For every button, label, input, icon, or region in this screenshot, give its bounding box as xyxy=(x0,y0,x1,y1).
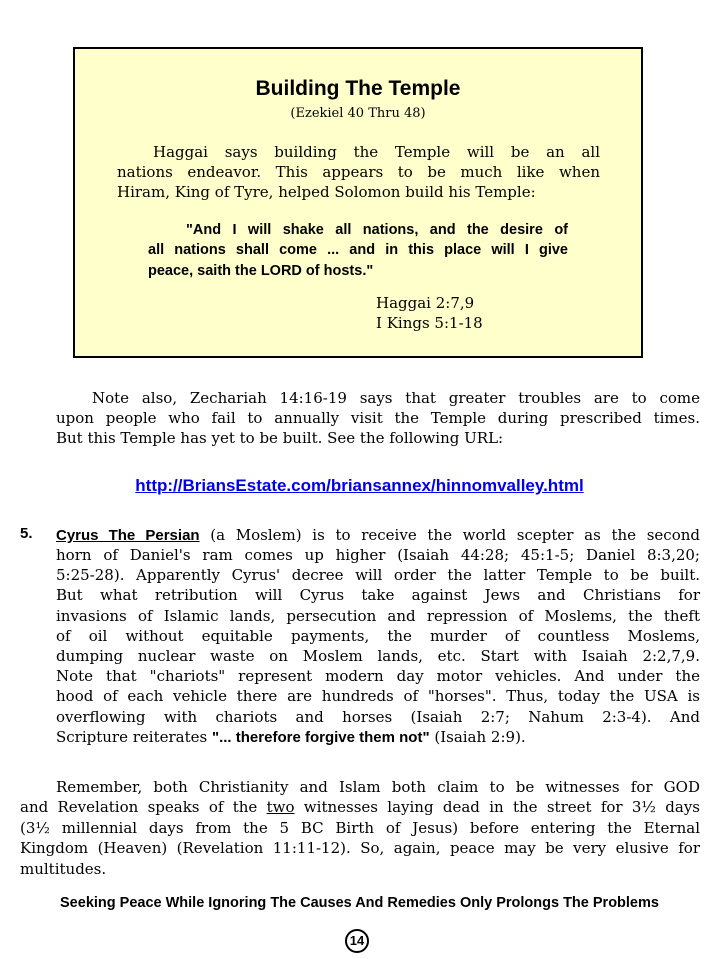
remember-line: multitudes. xyxy=(20,860,107,878)
item5-line: invasions of Islamic lands, persecution and repression of Moslems, the theft xyxy=(56,606,700,625)
remember-line xyxy=(20,797,700,817)
item5-line xyxy=(56,727,700,748)
callout-title: Building The Temple xyxy=(255,77,461,100)
underlined-two: two xyxy=(266,798,295,816)
item5-text: Scripture reiterates xyxy=(56,728,212,746)
note-line: upon people who fail to annually visit the Temple during prescribed times. xyxy=(56,409,700,427)
remember-line: Kingdom (Heaven) (Revelation 11:11-12). So, again, peace may be very elusive for xyxy=(20,839,700,857)
quote-line: peace, saith the LORD of hosts." xyxy=(148,263,374,279)
note-line: But this Temple has yet to be built. See the following URL: xyxy=(56,429,504,447)
item5-line: overflowing with chariots and horses (Isaiah 2:7; Nahum 2:3-4). And xyxy=(56,707,700,726)
item5-line: of oil without equitable payments, the murder of countless Moslems, xyxy=(56,626,700,645)
item5-line: hood of each vehicle there are hundreds of "horses". Thus, today the USA is xyxy=(56,687,700,706)
item5-line: horn of Daniel's ram comes up higher (Isaiah 44:28; 45:1-5; Daniel 8:3,20; xyxy=(56,546,700,564)
reference: Haggai 2:7,9 xyxy=(376,294,475,312)
bold-quote: "... therefore forgive them not" xyxy=(211,729,430,746)
callout-subtitle: (Ezekiel 40 Thru 48) xyxy=(290,106,426,121)
item5-line: dumping nuclear waste on Moslem lands, etc. Start with Isaiah 2:2,7,9. xyxy=(56,647,700,665)
remember-text: witnesses laying dead in the street for 3½ days xyxy=(294,798,700,816)
page-number: 14 xyxy=(345,929,369,953)
quote-line: all nations shall come ... and in this place will I give xyxy=(148,242,568,258)
quote-line: "And I will shake all nations, and the desire of xyxy=(186,222,568,238)
item-number: 5. xyxy=(20,525,33,542)
reference: I Kings 5:1-18 xyxy=(376,314,483,332)
remember-line: (3½ millennial days from the 5 BC Birth of Jesus) before entering the Eternal xyxy=(20,819,700,837)
item5-text: (a Moslem) is to receive the world scepter as the second xyxy=(199,526,701,544)
temple-callout-box xyxy=(73,47,643,358)
remember-text: and Revelation speaks of the xyxy=(20,798,267,816)
item5-text: (Isaiah 2:9). xyxy=(429,728,526,746)
callout-para-line: Haggai says building the Temple will be an all xyxy=(153,143,600,161)
remember-line: Remember, both Christianity and Islam both claim to be witnesses for GOD xyxy=(56,778,700,796)
item5-line: Note that "chariots" represent modern day motor vehicles. And under the xyxy=(56,667,700,686)
item5-line xyxy=(56,525,700,546)
item5-line: But what retribution will Cyrus take against Jews and Christians for xyxy=(56,586,700,605)
hinnom-valley-link[interactable]: http://BriansEstate.com/briansannex/hinnomvalley.html xyxy=(135,476,584,495)
item5-line: 5:25-28). Apparently Cyrus' decree will order the latter Temple to be built. xyxy=(56,566,700,585)
callout-para-line: Hiram, King of Tyre, helped Solomon build his Temple: xyxy=(117,183,536,201)
cyrus-heading: Cyrus The Persian xyxy=(56,527,200,544)
footer-slogan: Seeking Peace While Ignoring The Causes And Remedies Only Prolongs The Problems xyxy=(60,895,659,911)
callout-para-line: nations endeavor. This appears to be much like when xyxy=(117,163,600,181)
note-line: Note also, Zechariah 14:16-19 says that greater troubles are to come xyxy=(92,389,700,407)
